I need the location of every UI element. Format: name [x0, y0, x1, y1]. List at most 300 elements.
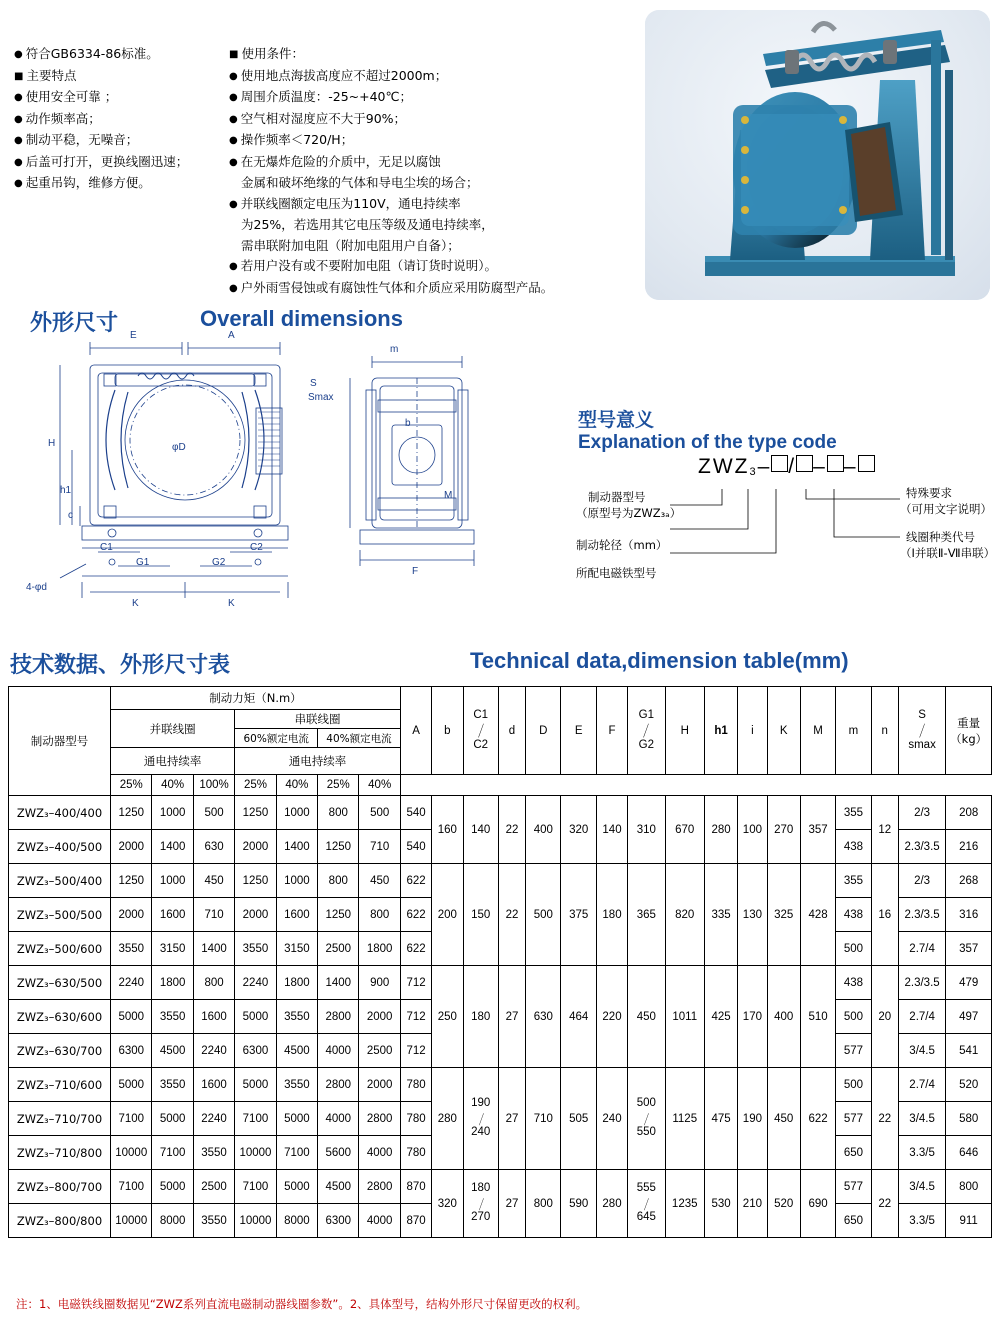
cell-h1: 335	[704, 864, 737, 966]
cell-torque: 7100	[235, 1170, 276, 1204]
cell-A: 622	[400, 932, 431, 966]
cell-torque: 4500	[152, 1034, 193, 1068]
feature-right-item: ● 若用户没有或不要附加电阻（请订货时说明）。	[229, 256, 649, 278]
cell-H: 1125	[665, 1068, 704, 1170]
cell-torque: 3550	[276, 1000, 317, 1034]
cell-weight: 357	[946, 932, 992, 966]
cell-model: ZWZ₃–400/500	[9, 830, 111, 864]
cell-torque: 5000	[235, 1000, 276, 1034]
features-left-column	[14, 44, 214, 195]
header-duty-value: 40%	[276, 775, 317, 796]
cell-m: 650	[836, 1136, 871, 1170]
cell-torque: 3550	[111, 932, 152, 966]
header-duty-value: 40%	[359, 775, 400, 796]
cell-torque: 1250	[318, 898, 359, 932]
cell-torque: 2800	[359, 1170, 400, 1204]
cell-torque: 2000	[111, 830, 152, 864]
cell-weight: 268	[946, 864, 992, 898]
cell-K: 520	[767, 1170, 800, 1238]
cell-S-smax: 3/4.5	[898, 1034, 945, 1068]
header-m: m	[836, 687, 871, 775]
feature-right-item: 需串联附加电阻（附加电阻用户自备）；	[241, 237, 460, 253]
table-row	[9, 864, 992, 898]
cell-torque: 1800	[276, 966, 317, 1000]
typecode-note-left-2: 制动轮径（mm）	[576, 538, 668, 552]
table-row	[9, 1170, 992, 1204]
type-code-dash2: –	[813, 455, 827, 478]
heading-typecode-cn: 型号意义	[578, 409, 655, 431]
cell-m: 355	[836, 864, 871, 898]
cell-A: 622	[400, 898, 431, 932]
header-H: H	[665, 687, 704, 775]
feature-right-item: ● 空气相对湿度应不大于90%；	[229, 109, 649, 131]
cell-d: 27	[498, 966, 525, 1068]
cell-i: 100	[738, 796, 767, 864]
label-holes: 4-φd	[26, 582, 47, 593]
feature-left-item: ● 使用安全可靠 ；	[14, 87, 214, 109]
cell-weight: 497	[946, 1000, 992, 1034]
feature-right-item: ■ 使用条件：	[229, 44, 649, 66]
cell-i: 190	[738, 1068, 767, 1170]
table-header-row	[9, 687, 992, 710]
cell-torque: 2500	[193, 1170, 234, 1204]
cell-d: 22	[498, 796, 525, 864]
cell-b: 280	[432, 1068, 463, 1170]
table-note: 注：1、电磁铁线圈数据见“ZWZ系列直流电磁制动器线圈参数”。2、具体型号，结构外形尺寸保留更改的权利。	[16, 1297, 588, 1311]
cell-A: 870	[400, 1204, 431, 1238]
feature-left-item: ● 制动平稳，无噪音；	[14, 130, 214, 152]
cell-C1-C2: 180	[463, 966, 498, 1068]
cell-K: 325	[767, 864, 800, 966]
cell-A: 712	[400, 1000, 431, 1034]
cell-torque: 10000	[235, 1204, 276, 1238]
cell-torque: 800	[318, 796, 359, 830]
cell-M: 428	[800, 864, 835, 966]
cell-H: 1235	[665, 1170, 704, 1238]
cell-torque: 10000	[111, 1136, 152, 1170]
technical-data-table-wrapper	[8, 686, 992, 1238]
label-M: M	[444, 490, 453, 501]
header-model: 制动器型号	[9, 687, 111, 796]
cell-torque: 1250	[318, 830, 359, 864]
cell-torque: 7100	[111, 1102, 152, 1136]
header-duty-value: 100%	[193, 775, 234, 796]
cell-A: 712	[400, 966, 431, 1000]
header-S-smax: S ／ smax	[898, 687, 945, 775]
cell-E: 505	[561, 1068, 596, 1170]
cell-model: ZWZ₃–800/700	[9, 1170, 111, 1204]
header-M: M	[800, 687, 835, 775]
cell-M: 690	[800, 1170, 835, 1238]
cell-torque: 4000	[359, 1204, 400, 1238]
cell-A: 540	[400, 796, 431, 830]
cell-weight: 580	[946, 1102, 992, 1136]
cell-torque: 710	[193, 898, 234, 932]
cell-torque: 10000	[235, 1136, 276, 1170]
cell-m: 355	[836, 796, 871, 830]
cell-weight: 541	[946, 1034, 992, 1068]
cell-h1: 425	[704, 966, 737, 1068]
cell-torque: 3550	[193, 1136, 234, 1170]
cell-i: 130	[738, 864, 767, 966]
cell-torque: 2800	[359, 1102, 400, 1136]
cell-m: 438	[836, 966, 871, 1000]
feature-right-item: ● 操作频率＜720/H；	[229, 130, 649, 152]
typecode-note-right-1: （可用文字说明）	[900, 502, 992, 516]
cell-H: 1011	[665, 966, 704, 1068]
cell-S-smax: 2.3/3.5	[898, 898, 945, 932]
cell-torque: 450	[359, 864, 400, 898]
cell-weight: 316	[946, 898, 992, 932]
header-n: n	[871, 687, 898, 775]
feature-right-item: ● 使用地点海拔高度应不超过2000m；	[229, 66, 649, 88]
cell-torque: 5000	[276, 1170, 317, 1204]
cell-F: 280	[596, 1170, 627, 1238]
cell-torque: 800	[193, 966, 234, 1000]
header-D: D	[526, 687, 561, 775]
header-series-60: 60%额定电流	[235, 729, 318, 748]
cell-torque: 10000	[111, 1204, 152, 1238]
cell-A: 712	[400, 1034, 431, 1068]
cell-torque: 3550	[152, 1000, 193, 1034]
header-duty-value: 25%	[111, 775, 152, 796]
header-duty-series: 通电持续率	[235, 748, 401, 775]
cell-model: ZWZ₃–630/500	[9, 966, 111, 1000]
cell-b: 320	[432, 1170, 463, 1238]
features-right-column	[229, 44, 649, 299]
cell-weight: 520	[946, 1068, 992, 1102]
cell-torque: 5000	[235, 1068, 276, 1102]
cell-torque: 1400	[193, 932, 234, 966]
cell-C1-C2: 150	[463, 864, 498, 966]
header-series-40: 40%额定电流	[318, 729, 401, 748]
cell-torque: 2000	[111, 898, 152, 932]
label-F: F	[412, 566, 419, 577]
cell-model: ZWZ₃–710/600	[9, 1068, 111, 1102]
cell-torque: 2000	[235, 898, 276, 932]
cell-torque: 7100	[276, 1136, 317, 1170]
type-code-diagram	[570, 455, 996, 600]
cell-D: 500	[526, 864, 561, 966]
feature-right-item: 为25%，若选用其它电压等级及通电持续率，	[241, 217, 494, 232]
cell-M: 510	[800, 966, 835, 1068]
cell-F: 140	[596, 796, 627, 864]
type-code-sub: 3	[749, 466, 758, 478]
cell-m: 577	[836, 1170, 871, 1204]
cell-G1-G2: 450	[628, 966, 665, 1068]
cell-model: ZWZ₃–630/600	[9, 1000, 111, 1034]
type-code-slash: /	[788, 455, 797, 478]
heading-technical-cn: 技术数据、外形尺寸表	[10, 653, 231, 678]
cell-M: 357	[800, 796, 835, 864]
cell-torque: 5000	[276, 1102, 317, 1136]
cell-D: 630	[526, 966, 561, 1068]
cell-S-smax: 3.3/5	[898, 1136, 945, 1170]
label-K1: K	[132, 598, 139, 609]
label-m: m	[390, 344, 399, 355]
cell-S-smax: 2.7/4	[898, 1068, 945, 1102]
feature-right-item: ● 户外雨雪侵蚀或有腐蚀性气体和介质应采用防腐型产品。	[229, 278, 649, 300]
cell-A: 780	[400, 1102, 431, 1136]
cell-F: 240	[596, 1068, 627, 1170]
typecode-note-right-0: 特殊要求	[906, 486, 952, 500]
cell-torque: 5000	[152, 1170, 193, 1204]
cell-torque: 1000	[152, 796, 193, 830]
cell-torque: 7100	[152, 1136, 193, 1170]
cell-h1: 475	[704, 1068, 737, 1170]
cell-torque: 2240	[193, 1034, 234, 1068]
cell-S-smax: 2/3	[898, 796, 945, 830]
cell-torque: 1600	[193, 1000, 234, 1034]
label-S: S	[310, 378, 317, 389]
cell-n: 16	[871, 864, 898, 966]
feature-left-item: ● 后盖可打开，更换线圈迅速；	[14, 152, 214, 174]
cell-torque: 630	[193, 830, 234, 864]
cell-torque: 1600	[276, 898, 317, 932]
header-d: d	[498, 687, 525, 775]
cell-i: 170	[738, 966, 767, 1068]
technical-data-table	[8, 686, 992, 1238]
heading-typecode-en: Explanation of the type code	[578, 432, 837, 453]
label-Smax: Smax	[308, 392, 334, 403]
cell-torque: 900	[359, 966, 400, 1000]
cell-n: 22	[871, 1068, 898, 1170]
typecode-note-left-3: 所配电磁铁型号	[576, 566, 657, 580]
cell-torque: 500	[359, 796, 400, 830]
header-h1: h1	[704, 687, 737, 775]
cell-i: 210	[738, 1170, 767, 1238]
cell-torque: 5000	[111, 1000, 152, 1034]
cell-A: 622	[400, 864, 431, 898]
cell-torque: 2800	[318, 1000, 359, 1034]
brake-illustration	[645, 10, 990, 300]
typecode-note-left-0: 制动器型号	[588, 490, 646, 504]
cell-torque: 1250	[111, 796, 152, 830]
cell-n: 22	[871, 1170, 898, 1238]
cell-torque: 6300	[111, 1034, 152, 1068]
cell-torque: 3550	[193, 1204, 234, 1238]
cell-torque: 2240	[193, 1102, 234, 1136]
header-duty-value: 25%	[235, 775, 276, 796]
label-D: φD	[172, 442, 186, 453]
cell-torque: 4000	[318, 1102, 359, 1136]
cell-A: 540	[400, 830, 431, 864]
label-H: H	[48, 438, 56, 449]
cell-torque: 1400	[318, 966, 359, 1000]
cell-weight: 208	[946, 796, 992, 830]
header-A: A	[400, 687, 431, 775]
feature-left-item: ■ 主要特点	[14, 66, 214, 88]
label-G1: G1	[136, 557, 150, 568]
type-code-dash3: –	[843, 455, 858, 478]
table-row	[9, 1068, 992, 1102]
cell-torque: 1250	[235, 796, 276, 830]
type-code-dash1: –	[757, 455, 772, 478]
typecode-note-left-1: （原型号为ZWZ₃ₐ）	[576, 506, 682, 520]
header-E: E	[561, 687, 596, 775]
cell-torque: 3150	[152, 932, 193, 966]
cell-G1-G2: 555 ／ 645	[628, 1170, 665, 1238]
label-A: A	[228, 330, 235, 341]
cell-m: 438	[836, 898, 871, 932]
typecode-note-right-3: （Ⅰ并联Ⅱ-Ⅶ串联）	[900, 546, 996, 560]
cell-torque: 3550	[276, 1068, 317, 1102]
cell-torque: 5000	[111, 1068, 152, 1102]
product-photo	[645, 10, 990, 300]
cell-torque: 4000	[318, 1034, 359, 1068]
feature-right-item: 金属和破坏绝缘的气体和导电尘埃的场合；	[241, 175, 479, 190]
header-duty-value: 25%	[318, 775, 359, 796]
cell-torque: 2500	[318, 932, 359, 966]
cell-torque: 1000	[276, 796, 317, 830]
cell-b: 200	[432, 864, 463, 966]
cell-torque: 1400	[276, 830, 317, 864]
cell-G1-G2: 500 ／ 550	[628, 1068, 665, 1170]
cell-E: 590	[561, 1170, 596, 1238]
cell-torque: 6300	[318, 1204, 359, 1238]
feature-left-item: ● 动作频率高；	[14, 109, 214, 131]
cell-model: ZWZ₃–400/400	[9, 796, 111, 830]
typecode-note-right-2: 线圈种类代号	[906, 530, 975, 544]
cell-C1-C2: 140	[463, 796, 498, 864]
cell-S-smax: 2.3/3.5	[898, 830, 945, 864]
cell-m: 500	[836, 1068, 871, 1102]
cell-torque: 1000	[152, 864, 193, 898]
cell-H: 670	[665, 796, 704, 864]
feature-right-item: ● 在无爆炸危险的介质中，无足以腐蚀	[229, 152, 649, 174]
cell-E: 320	[561, 796, 596, 864]
cell-torque: 1600	[152, 898, 193, 932]
cell-torque: 2000	[359, 1000, 400, 1034]
cell-torque: 3150	[276, 932, 317, 966]
label-K2: K	[228, 598, 235, 609]
drawing-label-layer	[20, 330, 560, 630]
header-duty-shunt: 通电持续率	[111, 748, 235, 775]
cell-D: 800	[526, 1170, 561, 1238]
cell-C1-C2: 190 ／ 240	[463, 1068, 498, 1170]
cell-weight: 479	[946, 966, 992, 1000]
cell-h1: 530	[704, 1170, 737, 1238]
cell-K: 400	[767, 966, 800, 1068]
cell-h1: 280	[704, 796, 737, 864]
label-h1: h1	[60, 485, 72, 496]
cell-G1-G2: 365	[628, 864, 665, 966]
cell-torque: 1400	[152, 830, 193, 864]
cell-H: 820	[665, 864, 704, 966]
cell-torque: 4500	[276, 1034, 317, 1068]
cell-E: 464	[561, 966, 596, 1068]
label-C1: C1	[100, 542, 113, 553]
cell-S-smax: 2.7/4	[898, 932, 945, 966]
feature-left-item: ● 符合GB6334-86标准。	[14, 44, 214, 66]
cell-C1-C2: 180 ／ 270	[463, 1170, 498, 1238]
cell-model: ZWZ₃–800/800	[9, 1204, 111, 1238]
cell-weight: 800	[946, 1170, 992, 1204]
cell-b: 160	[432, 796, 463, 864]
cell-model: ZWZ₃–500/500	[9, 898, 111, 932]
cell-torque: 7100	[111, 1170, 152, 1204]
label-G2: G2	[212, 557, 226, 568]
cell-torque: 4000	[359, 1136, 400, 1170]
cell-S-smax: 2.3/3.5	[898, 966, 945, 1000]
cell-m: 650	[836, 1204, 871, 1238]
type-code-annotations	[570, 455, 996, 605]
cell-m: 500	[836, 1000, 871, 1034]
cell-torque: 2240	[235, 966, 276, 1000]
cell-torque: 800	[359, 898, 400, 932]
cell-torque: 710	[359, 830, 400, 864]
cell-torque: 7100	[235, 1102, 276, 1136]
cell-S-smax: 2.7/4	[898, 1000, 945, 1034]
cell-m: 577	[836, 1102, 871, 1136]
header-weight: 重量 （kg）	[946, 687, 992, 775]
cell-S-smax: 3/4.5	[898, 1102, 945, 1136]
header-K: K	[767, 687, 800, 775]
cell-torque: 3550	[152, 1068, 193, 1102]
header-b: b	[432, 687, 463, 775]
cell-torque: 8000	[152, 1204, 193, 1238]
header-C1-C2: C1 ／ C2	[463, 687, 498, 775]
label-b: b	[405, 418, 411, 429]
cell-d: 27	[498, 1068, 525, 1170]
label-E: E	[130, 330, 137, 341]
cell-torque: 800	[318, 864, 359, 898]
cell-S-smax: 3.3/5	[898, 1204, 945, 1238]
cell-torque: 2800	[318, 1068, 359, 1102]
cell-S-smax: 2/3	[898, 864, 945, 898]
cell-F: 220	[596, 966, 627, 1068]
feature-right-item: ● 并联线圈额定电压为110V，通电持续率	[229, 194, 649, 216]
cell-torque: 2500	[359, 1034, 400, 1068]
cell-model: ZWZ₃–500/400	[9, 864, 111, 898]
cell-model: ZWZ₃–500/600	[9, 932, 111, 966]
cell-torque: 2000	[359, 1068, 400, 1102]
cell-model: ZWZ₃–710/800	[9, 1136, 111, 1170]
cell-D: 710	[526, 1068, 561, 1170]
cell-torque: 1800	[359, 932, 400, 966]
cell-M: 622	[800, 1068, 835, 1170]
cell-F: 180	[596, 864, 627, 966]
cell-d: 22	[498, 864, 525, 966]
cell-K: 270	[767, 796, 800, 864]
cell-d: 27	[498, 1170, 525, 1238]
cell-torque: 5600	[318, 1136, 359, 1170]
cell-A: 780	[400, 1136, 431, 1170]
feature-right-item: ● 周围介质温度：-25~+40℃；	[229, 87, 649, 109]
cell-torque: 3550	[235, 932, 276, 966]
cell-n: 12	[871, 796, 898, 864]
type-code-prefix: ZWZ	[698, 455, 750, 478]
cell-weight: 646	[946, 1136, 992, 1170]
cell-S-smax: 3/4.5	[898, 1170, 945, 1204]
cell-K: 450	[767, 1068, 800, 1170]
cell-m: 438	[836, 830, 871, 864]
heading-technical-en: Technical data,dimension table(mm)	[470, 648, 849, 673]
header-shunt: 并联线圈	[111, 710, 235, 748]
cell-m: 500	[836, 932, 871, 966]
cell-torque: 500	[193, 796, 234, 830]
heading-dimensions-en: Overall dimensions	[200, 306, 403, 331]
table-row	[9, 966, 992, 1000]
cell-torque: 4500	[318, 1170, 359, 1204]
cell-m: 577	[836, 1034, 871, 1068]
overall-dimensions-drawing	[20, 330, 560, 630]
table-row	[9, 796, 992, 830]
cell-torque: 8000	[276, 1204, 317, 1238]
header-i: i	[738, 687, 767, 775]
cell-torque: 450	[193, 864, 234, 898]
cell-weight: 911	[946, 1204, 992, 1238]
